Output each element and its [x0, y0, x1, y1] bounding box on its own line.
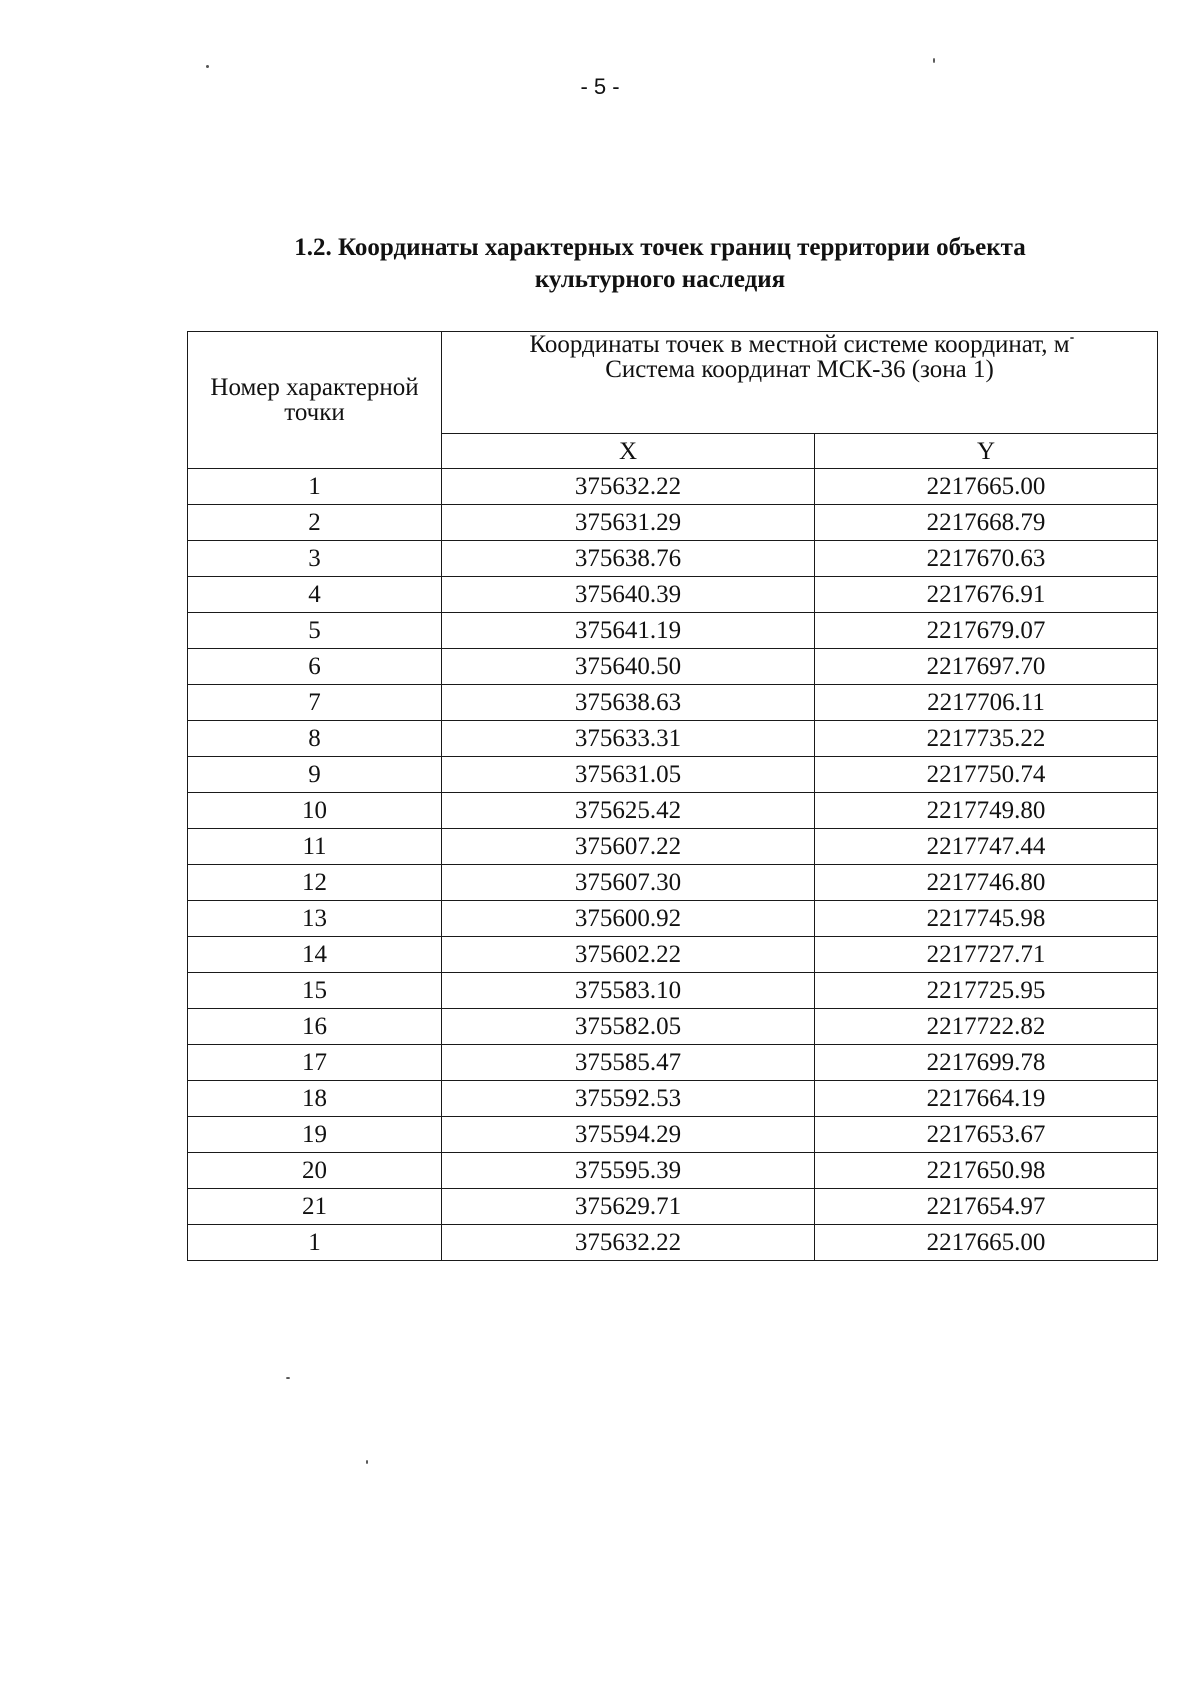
y-coordinate-cell: 2217665.00 — [815, 1225, 1158, 1261]
y-coordinate-cell: 2217725.95 — [815, 973, 1158, 1009]
point-number-cell: 2 — [188, 505, 442, 541]
point-number-cell: 11 — [188, 829, 442, 865]
point-number-cell: 3 — [188, 541, 442, 577]
x-coordinate-cell: 375607.22 — [442, 829, 815, 865]
scan-speck — [366, 1460, 368, 1464]
y-coordinate-cell: 2217653.67 — [815, 1117, 1158, 1153]
x-coordinate-cell: 375625.42 — [442, 793, 815, 829]
table-row — [188, 1225, 1158, 1261]
x-coordinate-cell: 375638.76 — [442, 541, 815, 577]
x-column-header: X — [442, 434, 815, 469]
y-coordinate-cell: 2217735.22 — [815, 721, 1158, 757]
point-number-cell: 1 — [188, 469, 442, 505]
y-coordinate-cell: 2217697.70 — [815, 649, 1158, 685]
point-number-cell: 15 — [188, 973, 442, 1009]
x-coordinate-cell: 375632.22 — [442, 469, 815, 505]
point-number-cell: 6 — [188, 649, 442, 685]
table-row — [188, 469, 1158, 505]
x-coordinate-cell: 375640.39 — [442, 577, 815, 613]
x-coordinate-cell: 375631.29 — [442, 505, 815, 541]
y-coordinate-cell: 2217706.11 — [815, 685, 1158, 721]
y-coordinate-cell: 2217668.79 — [815, 505, 1158, 541]
section-title-line-1: 1.2. Координаты характерных точек границ территории объекта — [294, 234, 1026, 261]
point-number-cell: 17 — [188, 1045, 442, 1081]
table-row — [188, 937, 1158, 973]
x-coordinate-cell: 375629.71 — [442, 1189, 815, 1225]
table-row — [188, 685, 1158, 721]
x-coordinate-cell: 375631.05 — [442, 757, 815, 793]
y-coordinate-cell: 2217676.91 — [815, 577, 1158, 613]
x-coordinate-cell: 375640.50 — [442, 649, 815, 685]
table-row — [188, 505, 1158, 541]
table-row — [188, 649, 1158, 685]
point-number-cell: 12 — [188, 865, 442, 901]
point-number-cell: 7 — [188, 685, 442, 721]
x-coordinate-cell: 375600.92 — [442, 901, 815, 937]
point-number-cell: 10 — [188, 793, 442, 829]
x-coordinate-cell: 375602.22 — [442, 937, 815, 973]
point-number-cell: 19 — [188, 1117, 442, 1153]
point-number-header: Номер характерной точки — [188, 332, 442, 469]
y-coordinate-cell: 2217745.98 — [815, 901, 1158, 937]
y-coordinate-cell: 2217670.63 — [815, 541, 1158, 577]
table-row — [188, 757, 1158, 793]
coordinate-system-header — [442, 332, 1158, 434]
table-row — [188, 721, 1158, 757]
table-row — [188, 865, 1158, 901]
table-row — [188, 577, 1158, 613]
coordinate-system-header-line-2: Система координат МСК-36 (зона 1) — [605, 356, 994, 383]
x-coordinate-cell: 375582.05 — [442, 1009, 815, 1045]
table-row — [188, 541, 1158, 577]
scan-speck — [933, 58, 935, 63]
page-number: - 5 - — [580, 74, 620, 99]
coordinate-system-header-line-1: Координаты точек в местной системе координат, м — [529, 331, 1070, 358]
point-number-cell: 8 — [188, 721, 442, 757]
scan-speck — [206, 65, 209, 68]
y-coordinate-cell: 2217664.19 — [815, 1081, 1158, 1117]
point-number-cell: 1 — [188, 1225, 442, 1261]
point-number-cell: 13 — [188, 901, 442, 937]
scan-speck — [286, 1377, 290, 1379]
y-coordinate-cell: 2217727.71 — [815, 937, 1158, 973]
point-number-cell: 5 — [188, 613, 442, 649]
table-row — [188, 901, 1158, 937]
point-number-cell: 20 — [188, 1153, 442, 1189]
table-row — [188, 613, 1158, 649]
y-coordinate-cell: 2217722.82 — [815, 1009, 1158, 1045]
point-number-cell: 4 — [188, 577, 442, 613]
table-row — [188, 1081, 1158, 1117]
table-row — [188, 829, 1158, 865]
point-number-cell: 16 — [188, 1009, 442, 1045]
point-number-cell: 18 — [188, 1081, 442, 1117]
section-title — [260, 232, 1060, 296]
table-row — [188, 1153, 1158, 1189]
x-coordinate-cell: 375638.63 — [442, 685, 815, 721]
x-coordinate-cell: 375594.29 — [442, 1117, 815, 1153]
table-row — [188, 1009, 1158, 1045]
y-coordinate-cell: 2217746.80 — [815, 865, 1158, 901]
x-coordinate-cell: 375583.10 — [442, 973, 815, 1009]
point-number-cell: 14 — [188, 937, 442, 973]
table-row — [188, 1117, 1158, 1153]
y-coordinate-cell: 2217749.80 — [815, 793, 1158, 829]
y-coordinate-cell: 2217750.74 — [815, 757, 1158, 793]
table-row — [188, 1189, 1158, 1225]
y-coordinate-cell: 2217747.44 — [815, 829, 1158, 865]
y-coordinate-cell: 2217650.98 — [815, 1153, 1158, 1189]
y-column-header: Y — [815, 434, 1158, 469]
x-coordinate-cell: 375595.39 — [442, 1153, 815, 1189]
y-coordinate-cell: 2217665.00 — [815, 469, 1158, 505]
y-coordinate-cell: 2217679.07 — [815, 613, 1158, 649]
table-row — [188, 973, 1158, 1009]
x-coordinate-cell: 375632.22 — [442, 1225, 815, 1261]
x-coordinate-cell: 375585.47 — [442, 1045, 815, 1081]
point-number-cell: 21 — [188, 1189, 442, 1225]
section-title-line-2: культурного наследия — [534, 266, 786, 293]
y-coordinate-cell: 2217699.78 — [815, 1045, 1158, 1081]
coordinates-table — [187, 331, 1158, 1261]
table-row — [188, 793, 1158, 829]
x-coordinate-cell: 375641.19 — [442, 613, 815, 649]
x-coordinate-cell: 375607.30 — [442, 865, 815, 901]
scan-speck — [1070, 337, 1074, 339]
x-coordinate-cell: 375592.53 — [442, 1081, 815, 1117]
y-coordinate-cell: 2217654.97 — [815, 1189, 1158, 1225]
coordinates-table-header — [188, 332, 1158, 469]
point-number-cell: 9 — [188, 757, 442, 793]
x-coordinate-cell: 375633.31 — [442, 721, 815, 757]
table-row — [188, 1045, 1158, 1081]
coordinates-table-body — [188, 469, 1158, 1261]
